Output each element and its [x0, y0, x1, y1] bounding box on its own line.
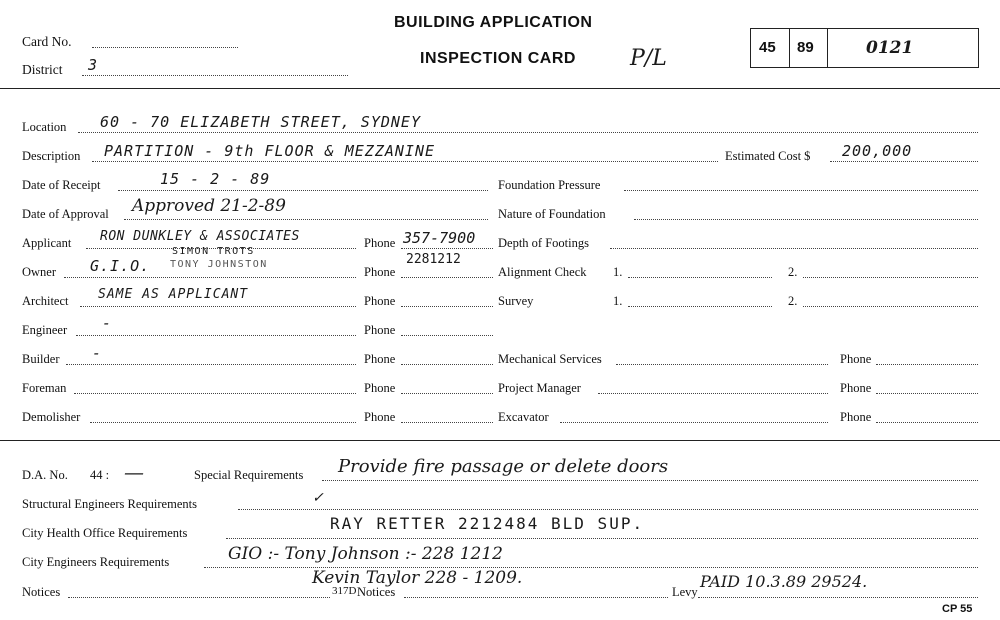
engineer-phone-field[interactable]: [401, 335, 493, 336]
mechanical-phone-label: Phone: [840, 352, 872, 366]
district-label: District: [22, 62, 63, 77]
alignment-check-2-field[interactable]: [803, 277, 978, 278]
demolisher-label: Demolisher: [22, 410, 81, 424]
owner-field[interactable]: [64, 277, 356, 278]
estimated-cost-field[interactable]: [830, 161, 978, 162]
notices-value: Kevin Taylor 228 - 1209.: [312, 568, 523, 588]
excavator-phone-field[interactable]: [876, 422, 978, 423]
structural-mark: ✓: [312, 490, 324, 506]
mechanical-field[interactable]: [616, 364, 828, 365]
nature-foundation-field[interactable]: [634, 219, 978, 220]
depth-footings-field[interactable]: [610, 248, 978, 249]
excavator-label: Excavator: [498, 410, 549, 424]
health-office-field[interactable]: [226, 538, 978, 539]
notices-field[interactable]: [68, 597, 330, 598]
architect-field[interactable]: [80, 306, 356, 307]
builder-field[interactable]: [66, 364, 356, 365]
date-approval-field[interactable]: [124, 219, 488, 220]
builder-phone-field[interactable]: [401, 364, 493, 365]
project-manager-field[interactable]: [598, 393, 828, 394]
owner-phone-value: 2281212: [406, 252, 461, 267]
location-value: 60 - 70 ELIZABETH STREET, SYDNEY: [100, 113, 421, 131]
city-engineers-value: GIO :- Tony Johnson :- 228 1212: [228, 544, 503, 564]
alignment-check-label: Alignment Check: [498, 265, 587, 279]
architect-phone-label: Phone: [364, 294, 396, 308]
alignment-check-1-label: 1.: [613, 265, 623, 279]
owner-note: SIMON TROTS: [172, 246, 255, 257]
description-label: Description: [22, 149, 81, 163]
project-manager-label: Project Manager: [498, 381, 581, 395]
mechanical-phone-field[interactable]: [876, 364, 978, 365]
section-divider: [0, 440, 1000, 441]
architect-phone-field[interactable]: [401, 306, 493, 307]
city-engineers-label: City Engineers Requirements: [22, 555, 170, 569]
foreman-phone-label: Phone: [364, 381, 396, 395]
survey-2-label: 2.: [788, 294, 798, 308]
card-title-line1: BUILDING APPLICATION: [394, 14, 593, 31]
alignment-check-1-field[interactable]: [628, 277, 772, 278]
applicant-label: Applicant: [22, 236, 72, 250]
description-value: PARTITION - 9th FLOOR & MEZZANINE: [104, 142, 436, 160]
health-office-value: RAY RETTER 2212484 BLD SUP.: [330, 514, 645, 533]
da-no-dash: —: [124, 460, 144, 484]
estimated-cost-label: Estimated Cost $: [725, 149, 811, 163]
form-code: CP 55: [942, 603, 973, 615]
levy-label: Levy: [672, 585, 698, 599]
special-requirements-field[interactable]: [322, 480, 978, 481]
alignment-check-2-label: 2.: [788, 265, 798, 279]
survey-1-field[interactable]: [628, 306, 772, 307]
survey-1-label: 1.: [613, 294, 623, 308]
description-field[interactable]: [92, 161, 718, 162]
date-receipt-label: Date of Receipt: [22, 178, 101, 192]
ref-part1: 45: [759, 39, 776, 56]
builder-label: Builder: [22, 352, 60, 366]
owner-phone-label: Phone: [364, 265, 396, 279]
structural-field[interactable]: [238, 509, 978, 510]
notices2-label: Notices: [357, 585, 396, 599]
mechanical-label: Mechanical Services: [498, 352, 602, 366]
depth-footings-label: Depth of Footings: [498, 236, 589, 250]
demolisher-field[interactable]: [90, 422, 356, 423]
project-manager-phone-label: Phone: [840, 381, 872, 395]
foundation-pressure-label: Foundation Pressure: [498, 178, 601, 192]
applicant-phone-label: Phone: [364, 236, 396, 250]
engineer-label: Engineer: [22, 323, 68, 337]
excavator-field[interactable]: [560, 422, 828, 423]
ref-part3: 0121: [866, 38, 914, 58]
da-no-value: 44 :: [90, 468, 110, 482]
owner-label: Owner: [22, 265, 57, 279]
date-receipt-value: 15 - 2 - 89: [160, 170, 271, 188]
owner-note2: TONY JOHNSTON: [170, 259, 268, 270]
architect-value: SAME AS APPLICANT: [98, 287, 249, 302]
date-approval-label: Date of Approval: [22, 207, 109, 221]
location-field[interactable]: [78, 132, 978, 133]
owner-value: G.I.O.: [90, 257, 151, 275]
architect-label: Architect: [22, 294, 69, 308]
demolisher-phone-label: Phone: [364, 410, 396, 424]
nature-foundation-label: Nature of Foundation: [498, 207, 606, 221]
foundation-pressure-field[interactable]: [624, 190, 978, 191]
card-no-field[interactable]: [92, 47, 238, 48]
engineer-phone-label: Phone: [364, 323, 396, 337]
da-no-label: D.A. No.: [22, 468, 68, 482]
applicant-phone-value: 357-7900: [403, 229, 476, 247]
location-label: Location: [22, 120, 67, 134]
excavator-phone-label: Phone: [840, 410, 872, 424]
applicant-phone-field[interactable]: [401, 248, 493, 249]
survey-label: Survey: [498, 294, 534, 308]
engineer-field[interactable]: [76, 335, 356, 336]
title-handwritten-note: P/L: [630, 46, 667, 71]
card-no-label: Card No.: [22, 34, 72, 49]
structural-label: Structural Engineers Requirements: [22, 497, 197, 511]
levy-field[interactable]: [698, 597, 978, 598]
district-field[interactable]: [82, 75, 348, 76]
notices2-prefix: 317D: [332, 585, 357, 597]
demolisher-phone-field[interactable]: [401, 422, 493, 423]
card-title-line2: INSPECTION CARD: [420, 50, 576, 67]
project-manager-phone-field[interactable]: [876, 393, 978, 394]
district-value: 3: [88, 56, 99, 74]
notices2-field[interactable]: [404, 597, 668, 598]
foreman-phone-field[interactable]: [401, 393, 493, 394]
levy-value: PAID 10.3.89 29524.: [700, 572, 868, 591]
builder-phone-label: Phone: [364, 352, 396, 366]
engineer-value: -: [102, 314, 113, 332]
survey-2-field[interactable]: [803, 306, 978, 307]
special-requirements-label: Special Requirements: [194, 468, 304, 482]
foreman-field[interactable]: [74, 393, 356, 394]
notices-label: Notices: [22, 585, 61, 599]
applicant-value: RON DUNKLEY & ASSOCIATES: [100, 229, 300, 244]
date-approval-value: Approved 21-2-89: [132, 196, 286, 216]
foreman-label: Foreman: [22, 381, 67, 395]
ref-part2: 89: [797, 39, 814, 56]
owner-phone-field[interactable]: [401, 277, 493, 278]
header-divider: [0, 88, 1000, 89]
special-requirements-value: Provide fire passage or delete doors: [338, 456, 669, 477]
date-receipt-field[interactable]: [118, 190, 488, 191]
health-office-label: City Health Office Requirements: [22, 526, 188, 540]
estimated-cost-value: 200,000: [842, 142, 913, 160]
builder-value: -: [92, 344, 103, 362]
